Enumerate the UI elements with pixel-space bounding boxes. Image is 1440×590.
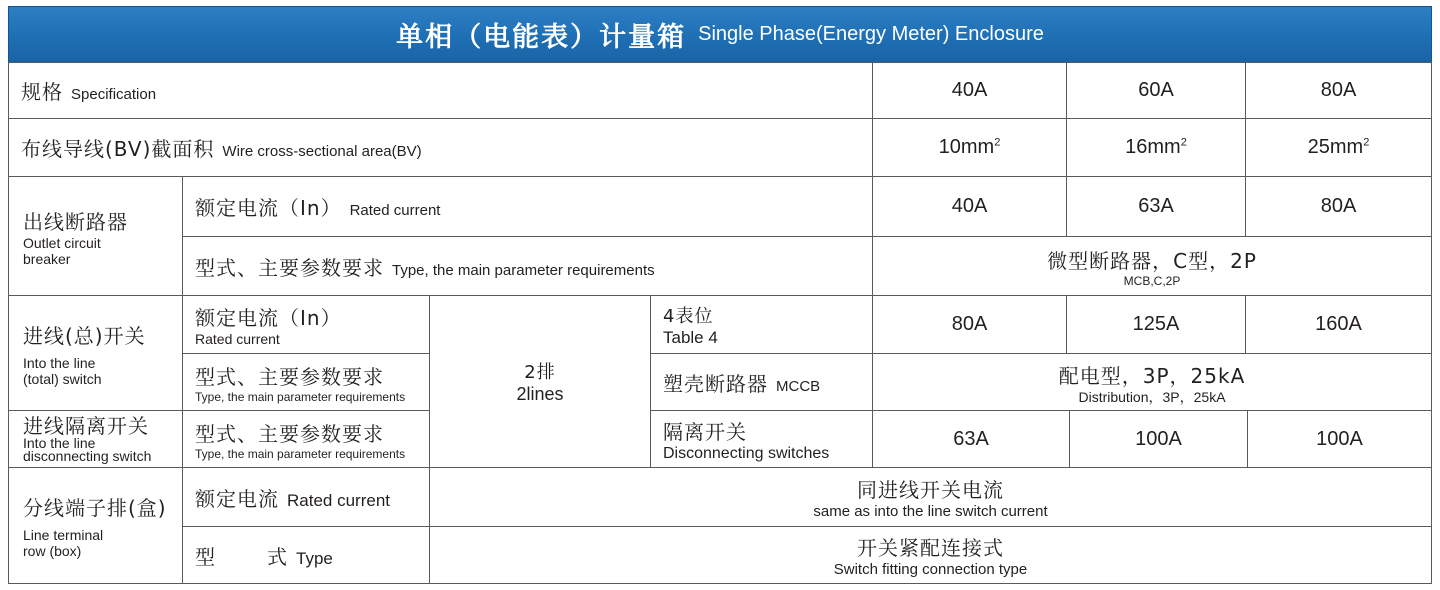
terminal-type-zh-2: 式	[267, 544, 288, 569]
outlet-type-value	[872, 236, 1432, 296]
isolate-value-2	[1069, 410, 1248, 468]
wire-label	[8, 118, 873, 177]
terminal-type-zh-1: 型	[195, 544, 216, 569]
isolate-label-en-1: Into the line	[23, 435, 96, 451]
wire-value-text: $10mm^2$	[938, 136, 1001, 158]
inlet-mccb-label	[650, 353, 873, 411]
isolate-value-1	[872, 410, 1070, 468]
inlet-lines-zh: 2排	[524, 362, 556, 383]
outlet-label-en-1: Outlet circuit	[23, 234, 101, 251]
inlet-mccb-value-zh: 配电型，3P，25kA	[1058, 363, 1246, 388]
wire-value-text: $25mm^2$	[1307, 136, 1370, 158]
inlet-rated-value-text: 125A	[1132, 313, 1180, 335]
inlet-label-en-1: Into the line	[23, 354, 96, 371]
terminal-type-value-zh: 开关紧配连接式	[857, 536, 1004, 560]
outlet-rated-value-text: 63A	[1138, 195, 1174, 217]
terminal-rated-value-en: same as into the line switch current	[813, 503, 1048, 520]
spec-value-3	[1245, 62, 1432, 119]
outlet-type-value-en: MCB,C,2P	[1123, 273, 1181, 288]
outlet-rated-label	[182, 176, 873, 237]
outlet-type-value-zh: 微型断路器，C型，2P	[1047, 248, 1257, 273]
isolate-value-text: 63A	[953, 427, 989, 450]
outlet-rated-value-3	[1245, 176, 1432, 237]
isolate-value-text: 100A	[1135, 427, 1182, 450]
terminal-rated-en: Rated current	[287, 490, 390, 510]
spec-value-text: 40A	[951, 79, 988, 101]
inlet-mccb-value-en: Distribution，3P，25kA	[1078, 388, 1226, 405]
inlet-rated-zh: 额定电流（In）	[195, 306, 342, 330]
outlet-rated-value-1	[872, 176, 1067, 237]
isolate-type-label	[182, 410, 430, 468]
spec-label	[8, 62, 873, 119]
terminal-type-en: Type	[296, 548, 333, 568]
terminal-type-value	[429, 526, 1432, 584]
inlet-rated-value-text: 80A	[951, 313, 988, 335]
spec-label-en: Specification	[71, 86, 157, 103]
terminal-label-en-2: row (box)	[23, 543, 82, 559]
terminal-label-zh: 分线端子排(盒)	[23, 496, 167, 520]
inlet-rated-value-2	[1066, 295, 1246, 354]
terminal-type-value-en: Switch fitting connection type	[833, 561, 1028, 578]
inlet-mccb-zh: 塑壳断路器	[663, 371, 768, 396]
terminal-type-label	[182, 526, 430, 584]
outlet-label	[8, 176, 183, 296]
outlet-rated-value-2	[1066, 176, 1246, 237]
inlet-rated-value-3	[1245, 295, 1432, 354]
spec-value-2	[1066, 62, 1246, 119]
terminal-rated-label	[182, 467, 430, 527]
outlet-rated-value-text: 40A	[951, 195, 988, 217]
outlet-rated-zh: 额定电流（In）	[195, 196, 342, 220]
isolate-value-3	[1247, 410, 1432, 468]
spec-value-1	[872, 62, 1067, 119]
inlet-lines	[429, 295, 651, 468]
inlet-mccb-value	[872, 353, 1432, 411]
outlet-rated-value-text: 80A	[1320, 195, 1357, 217]
inlet-rated-value-text: 160A	[1315, 313, 1362, 335]
spec-value-text: 60A	[1138, 79, 1174, 101]
inlet-label-en-2: (total) switch	[23, 370, 102, 387]
isolate-label	[8, 410, 183, 468]
spec-label-zh: 规格	[21, 80, 63, 104]
header-title-en: Single Phase(Energy Meter) Enclosure	[698, 23, 1044, 45]
outlet-label-zh: 出线断路器	[23, 209, 128, 234]
inlet-table-en: Table 4	[663, 327, 718, 347]
outlet-label-en-2: breaker	[23, 250, 71, 267]
isolate-label-zh: 进线隔离开关	[23, 414, 149, 438]
isolate-switch-en: Disconnecting switches	[663, 444, 830, 462]
outlet-type-en: Type, the main parameter requirements	[392, 261, 655, 279]
wire-value-3	[1245, 118, 1432, 177]
terminal-label	[8, 467, 183, 584]
inlet-type-label	[182, 353, 430, 411]
wire-value-2	[1066, 118, 1246, 177]
isolate-switch-zh: 隔离开关	[663, 419, 747, 444]
isolate-value-text: 100A	[1316, 427, 1363, 450]
isolate-type-en: Type, the main parameter requirements	[195, 446, 406, 461]
wire-label-en: Wire cross-sectional area(BV)	[222, 143, 422, 160]
header-title-zh: 单相（电能表）计量箱	[396, 22, 687, 53]
inlet-table-label	[650, 295, 873, 354]
inlet-rated-en: Rated current	[195, 331, 280, 347]
table-header	[8, 6, 1432, 63]
inlet-mccb-en: MCCB	[776, 377, 821, 395]
isolate-type-zh: 型式、主要参数要求	[195, 421, 384, 446]
outlet-rated-en: Rated current	[349, 202, 441, 219]
inlet-label-zh: 进线(总)开关	[23, 323, 146, 348]
terminal-rated-value	[429, 467, 1432, 527]
isolate-switch-label	[650, 410, 873, 468]
wire-value-text: $16mm^2$	[1125, 136, 1187, 158]
outlet-type-zh: 型式、主要参数要求	[195, 255, 384, 280]
inlet-rated-value-1	[872, 295, 1067, 354]
inlet-type-zh: 型式、主要参数要求	[195, 364, 384, 389]
inlet-label	[8, 295, 183, 411]
terminal-rated-value-zh: 同进线开关电流	[857, 478, 1004, 502]
isolate-label-en-2: disconnecting switch	[23, 448, 152, 464]
spec-value-text: 80A	[1320, 79, 1357, 101]
terminal-label-en-1: Line terminal	[23, 527, 104, 543]
inlet-lines-en: 2lines	[516, 384, 564, 404]
wire-label-zh: 布线导线(BV)截面积	[21, 137, 215, 161]
terminal-rated-zh: 额定电流	[195, 486, 279, 511]
outlet-type-label	[182, 236, 873, 296]
inlet-rated-label	[182, 295, 430, 354]
inlet-table-zh: 4表位	[663, 305, 714, 327]
wire-value-1	[872, 118, 1067, 177]
inlet-type-en: Type, the main parameter requirements	[195, 389, 406, 404]
